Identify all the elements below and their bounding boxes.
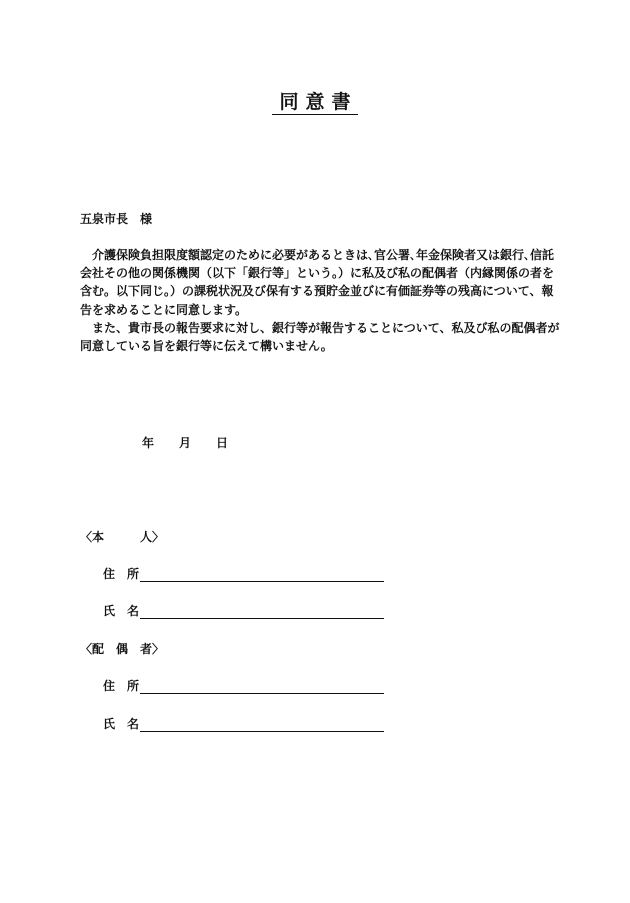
self-address-line[interactable]: [140, 569, 384, 582]
spouse-name-field[interactable]: [103, 715, 384, 732]
consent-paragraph-2: また、貴市長の報告要求に対し、銀行等が報告することについて、私及び私の配偶者が同意している旨を銀行等に伝えて構いません。: [80, 320, 560, 354]
self-section-heading: 〈本 人〉: [80, 530, 165, 544]
self-name-label: 氏 名: [103, 604, 140, 618]
date-year-label: 年: [142, 436, 155, 450]
addressee: 五泉市長 様: [80, 212, 153, 226]
self-name-line[interactable]: [140, 606, 384, 619]
spouse-name-line[interactable]: [140, 719, 384, 732]
spouse-name-label: 氏 名: [103, 717, 140, 731]
document-title: [0, 87, 630, 114]
spouse-address-field[interactable]: [103, 677, 384, 694]
spouse-address-label: 住 所: [103, 679, 140, 693]
date-month-label: 月: [179, 436, 192, 450]
spouse-section-heading: 〈配 偶 者〉: [80, 642, 165, 656]
self-address-field[interactable]: [103, 565, 384, 582]
consent-body: [80, 246, 560, 355]
self-name-field[interactable]: [103, 602, 384, 619]
self-address-label: 住 所: [103, 567, 140, 581]
consent-paragraph-1: 介護保険負担限度額認定のために必要があるときは､官公署､年金保険者又は銀行､信託会社その他の関係機関（以下「銀行等」という。）に私及び私の配偶者（内縁関係の者を含む。以下同じ。）の課税状況及び保有する預貯金並びに有価証券等の残高について、報告を求めることに同意します。: [80, 248, 555, 317]
document-title-text: 同意書: [272, 91, 357, 115]
date-line: [142, 434, 228, 451]
spouse-address-line[interactable]: [140, 681, 384, 694]
date-day-label: 日: [216, 436, 229, 450]
